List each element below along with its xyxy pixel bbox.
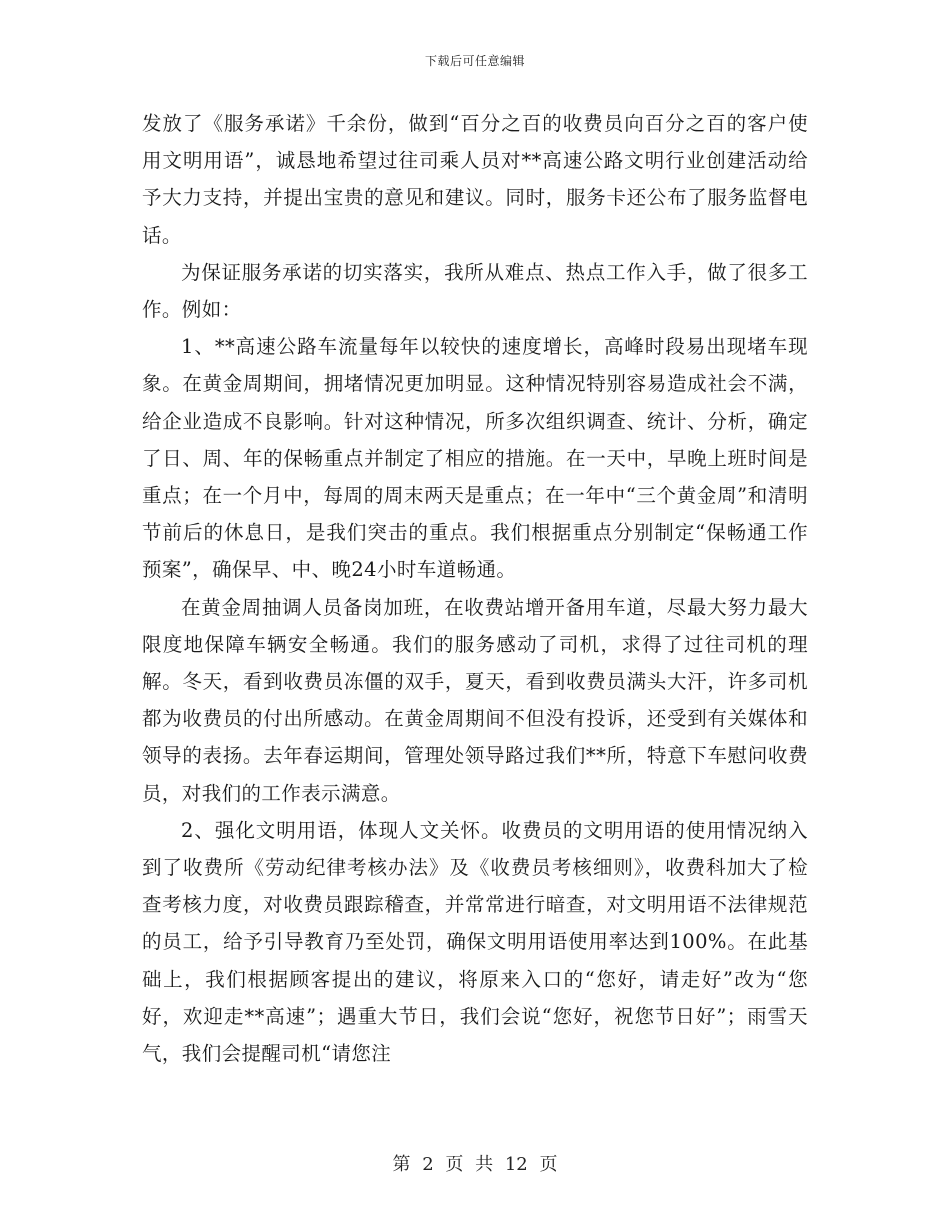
paragraph-5: 2、强化文明用语，体现人文关怀。收费员的文明用语的使用情况纳入到了收费所《劳动纪律考核办法》及《收费员考核细则》，收费科加大了检查考核力度，对收费员跟踪稽查，并常常进行暗查，对文明用语不法律规范的员工，给予引导教育乃至处罚，确保文明用语使用率达到100%。在此基础上，我们根据顾客提出的建议，将原来入口的“您好，请走好”改为“您好，欢迎走**高速”；遇重大节日，我们会说“您好，祝您节日好”；雨雪天气，我们会提醒司机“请您注 — [142, 818, 808, 1066]
document-body — [142, 105, 808, 1072]
paragraph-1: 发放了《服务承诺》千余份，做到“百分之百的收费员向百分之百的客户使用文明用语”，诚恳地希望过往司乘人员对**高速公路文明行业创建活动给予大力支持，并提出宝贵的意见和建议。同时，服务卡还公布了服务监督电话。 — [142, 112, 808, 247]
paragraph-4: 在黄金周抽调人员备岗加班，在收费站增开备用车道，尽最大努力最大限度地保障车辆安全畅通。我们的服务感动了司机，求得了过往司机的理解。冬天，看到收费员冻僵的双手，夏天，看到收费员满头大汗，许多司机都为收费员的付出所感动。在黄金周期间不但没有投诉，还受到有关媒体和领导的表扬。去年春运期间，管理处领导路过我们**所，特意下车慰问收费员，对我们的工作表示满意。 — [142, 595, 808, 805]
page-header-note: 下载后可任意编辑 — [424, 54, 525, 68]
paragraph-2: 为保证服务承诺的切实落实，我所从难点、热点工作入手，做了很多工作。例如： — [142, 260, 808, 322]
page-number-footer: 第 2 页 共 12 页 — [392, 1154, 558, 1175]
paragraph-3: 1、**高速公路车流量每年以较快的速度增长，高峰时段易出现堵车现象。在黄金周期间，拥堵情况更加明显。这种情况特别容易造成社会不满，给企业造成不良影响。针对这种情况，所多次组织调查、统计、分析，确定了日、周、年的保畅重点并制定了相应的措施。在一天中，早晚上班时间是重点；在一个月中，每周的周末两天是重点；在一年中“三个黄金周”和清明节前后的休息日，是我们突击的重点。我们根据重点分别制定“保畅通工作预案”，确保早、中、晚24小时车道畅通。 — [142, 335, 808, 582]
